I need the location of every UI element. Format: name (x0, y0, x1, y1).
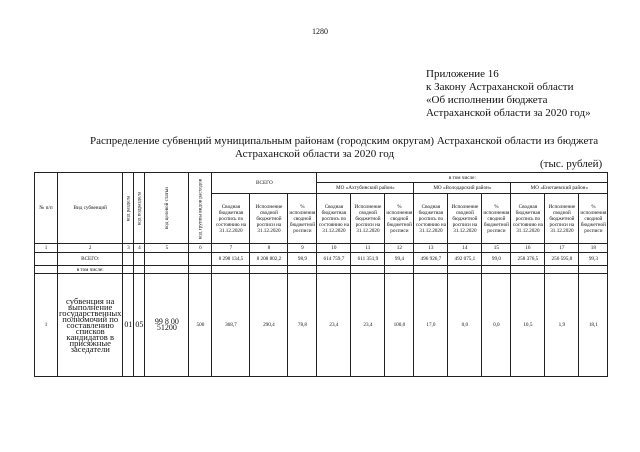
column-number: 13 (414, 244, 448, 253)
header-plan: Сводная бюджетная роспись по состоянию на 31.12.2020 (414, 194, 448, 244)
header-district-enotaevsky: МО «Енотаевский район» (511, 183, 608, 194)
row-value: 10,5 (511, 274, 545, 377)
empty-cell (212, 266, 250, 274)
document-title-line-1: Распределение субвенций муниципальным районам (городским округам) Астраханской области из бюджета (90, 135, 599, 147)
empty-cell (134, 266, 145, 274)
appendix-line-3: «Об исполнении бюджета (426, 94, 548, 106)
row-value: 0,0 (482, 274, 511, 377)
total-value: 98,9 (288, 253, 317, 266)
empty-cell (134, 253, 145, 266)
target-code: 99 8 00 51200 (145, 274, 189, 377)
total-label: ВСЕГО: (58, 253, 123, 266)
column-number-row (35, 244, 608, 253)
header-fact: Исполнение сводной бюджетной росписи на 31.12.2020 (448, 194, 482, 244)
total-value: 8 298 134,5 (212, 253, 250, 266)
column-number: 1 (35, 244, 58, 253)
subsection-code: 05 (134, 274, 145, 377)
empty-cell (317, 266, 351, 274)
header-group-code: код группы видов расходов (189, 173, 212, 244)
header-district-volodarsky: МО «Володарский район» (414, 183, 511, 194)
row-number: 1 (35, 274, 58, 377)
row-value: 368,7 (212, 274, 250, 377)
header-plan: Сводная бюджетная роспись по состоянию на 31.12.2020 (317, 194, 351, 244)
header-total: ВСЕГО (212, 173, 317, 194)
empty-cell (123, 266, 134, 274)
including-label: в том числе: (58, 266, 123, 274)
empty-cell (123, 253, 134, 266)
appendix-line-2: к Закону Астраханской области (426, 81, 574, 93)
header-pct: % исполнения сводной бюджетной росписи (385, 194, 414, 244)
units-label: (тыс. рублей) (540, 158, 603, 170)
row-value: 100,0 (385, 274, 414, 377)
subvention-name: субвенция на выполнение государственных полномочий по составлению списков кандидатов в присяжные заседатели (58, 274, 123, 377)
total-row (35, 253, 608, 266)
column-number: 6 (189, 244, 212, 253)
column-number: 9 (288, 244, 317, 253)
group-code: 500 (189, 274, 212, 377)
column-number: 15 (482, 244, 511, 253)
header-type: Вид субвенций (58, 173, 123, 244)
header-fact: Исполнение сводной бюджетной росписи на 31.12.2020 (351, 194, 385, 244)
column-number: 5 (145, 244, 189, 253)
including-row (35, 266, 608, 274)
row-value: 1,9 (545, 274, 579, 377)
empty-cell (145, 266, 189, 274)
row-value: 23,4 (351, 274, 385, 377)
empty-cell (35, 253, 58, 266)
column-number: 17 (545, 244, 579, 253)
row-value: 78,8 (288, 274, 317, 377)
header-pct: % исполнения сводной бюджетной росписи (482, 194, 511, 244)
header-including: в том числе: (317, 173, 608, 183)
section-code: 01 (123, 274, 134, 377)
column-number: 10 (317, 244, 351, 253)
column-number: 4 (134, 244, 145, 253)
row-value: 17,0 (414, 274, 448, 377)
row-value: 290,4 (250, 274, 288, 377)
total-value: 496 926,7 (414, 253, 448, 266)
column-number: 7 (212, 244, 250, 253)
data-row (35, 274, 608, 377)
empty-cell (250, 266, 288, 274)
column-number: 11 (351, 244, 385, 253)
row-value: 18,1 (579, 274, 608, 377)
column-number: 8 (250, 244, 288, 253)
empty-cell (288, 266, 317, 274)
empty-cell (414, 266, 448, 274)
empty-cell (35, 266, 58, 274)
header-plan: Сводная бюджетная роспись по состоянию на 31.12.2020 (212, 194, 250, 244)
empty-cell (482, 266, 511, 274)
subventions-table (34, 172, 608, 377)
total-value: 492 075,1 (448, 253, 482, 266)
empty-cell (511, 266, 545, 274)
total-value: 8 208 802,2 (250, 253, 288, 266)
header-row-1 (35, 173, 608, 183)
empty-cell (351, 266, 385, 274)
empty-cell (189, 253, 212, 266)
header-section-code: код раздела (123, 173, 134, 244)
column-number: 12 (385, 244, 414, 253)
total-value: 614 759,7 (317, 253, 351, 266)
document-title-line-2: Астраханской области за 2020 год (235, 148, 395, 160)
total-value: 99,4 (385, 253, 414, 266)
total-value: 256 595,8 (545, 253, 579, 266)
total-value: 99,0 (482, 253, 511, 266)
header-pct: % исполнения сводной бюджетной росписи (288, 194, 317, 244)
empty-cell (385, 266, 414, 274)
page-number: 1280 (312, 27, 328, 36)
header-fact: Исполнение сводной бюджетной росписи на 31.12.2020 (545, 194, 579, 244)
empty-cell (189, 266, 212, 274)
header-pct: % исполнения сводной бюджетной росписи (579, 194, 608, 244)
column-number: 16 (511, 244, 545, 253)
header-subsection-code: код подраздела (134, 173, 145, 244)
header-plan: Сводная бюджетная роспись по состоянию на 31.12.2020 (511, 194, 545, 244)
appendix-line-1: Приложение 16 (426, 68, 499, 80)
column-number: 14 (448, 244, 482, 253)
appendix-line-4: Астраханской области за 2020 год» (426, 107, 591, 119)
header-fact: Исполнение сводной бюджетной росписи на 31.12.2020 (250, 194, 288, 244)
empty-cell (545, 266, 579, 274)
empty-cell (145, 253, 189, 266)
total-value: 99,3 (579, 253, 608, 266)
header-num: № п/п (35, 173, 58, 244)
total-value: 258 376,5 (511, 253, 545, 266)
column-number: 18 (579, 244, 608, 253)
row-value: 0,0 (448, 274, 482, 377)
empty-cell (448, 266, 482, 274)
header-district-akhtubinsky: МО «Ахтубинский район» (317, 183, 414, 194)
column-number: 2 (58, 244, 123, 253)
header-target-code: код целевой статьи (145, 173, 189, 244)
row-value: 23,4 (317, 274, 351, 377)
total-value: 611 351,9 (351, 253, 385, 266)
empty-cell (579, 266, 608, 274)
column-number: 3 (123, 244, 134, 253)
